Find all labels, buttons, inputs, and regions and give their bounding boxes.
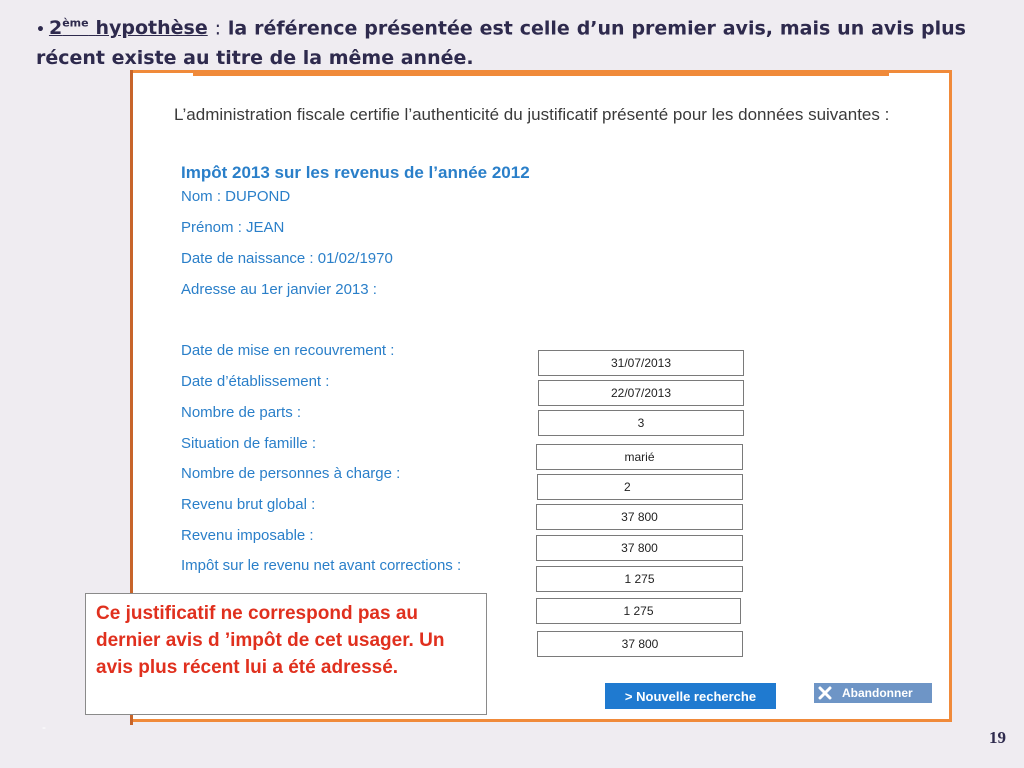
warning-callout: Ce justificatif ne correspond pas au dernier avis d ’impôt de cet usager. Un avis plus récent lui a été adressé. bbox=[85, 593, 487, 715]
label-situation: Situation de famille : bbox=[181, 435, 317, 452]
new-search-button[interactable]: > Nouvelle recherche bbox=[605, 683, 776, 709]
value-parts: 3 bbox=[538, 410, 744, 436]
close-icon bbox=[818, 686, 832, 700]
label-parts: Nombre de parts : bbox=[181, 404, 302, 421]
value-impot-net: 1 275 bbox=[536, 566, 743, 592]
label-adresse: Adresse au 1er janvier 2013 : bbox=[181, 281, 377, 298]
cancel-button[interactable] bbox=[814, 683, 932, 703]
value-situation: marié bbox=[536, 444, 743, 470]
bullet: • bbox=[36, 22, 45, 39]
value-recouvrement: 31/07/2013 bbox=[538, 350, 744, 376]
label-recouvrement: Date de mise en recouvrement : bbox=[181, 342, 395, 359]
heading-text: la référence présentée est celle d’un premier avis, mais un avis plus récent existe au titre de la même année bbox=[36, 17, 966, 70]
frame-top-line bbox=[193, 73, 889, 76]
heading-end: . bbox=[466, 47, 474, 70]
cancel-button-label: Abandonner bbox=[842, 686, 913, 700]
section-title: Impôt 2013 sur les revenus de l’année 2012 bbox=[181, 163, 530, 182]
label-personnes: Nombre de personnes à charge : bbox=[181, 465, 401, 482]
value-reference: 37 800 bbox=[537, 631, 743, 657]
label-impot-net: Impôt sur le revenu net avant corrections : bbox=[181, 557, 462, 574]
ordinal-suffix: ème bbox=[62, 17, 89, 30]
label-prenom: Prénom : JEAN bbox=[181, 219, 285, 236]
value-etablissement: 22/07/2013 bbox=[538, 380, 744, 406]
intro-text: L’administration fiscale certifie l’authenticité du justificatif présenté pour les données suivantes : bbox=[174, 105, 890, 124]
value-montant: 1 275 bbox=[536, 598, 741, 624]
page-number: 19 bbox=[989, 728, 1006, 747]
slide-heading bbox=[36, 10, 966, 72]
heading-separator: : bbox=[214, 17, 221, 40]
value-revenu-brut: 37 800 bbox=[536, 504, 743, 530]
label-naissance: Date de naissance : 01/02/1970 bbox=[181, 250, 393, 267]
label-nom: Nom : DUPOND bbox=[181, 188, 291, 205]
ordinal-number: 2 bbox=[48, 17, 63, 40]
label-revenu-brut: Revenu brut global : bbox=[181, 496, 316, 513]
heading-ordinal bbox=[49, 17, 208, 39]
value-personnes: 2 bbox=[537, 474, 743, 500]
label-revenu-imposable: Revenu imposable : bbox=[181, 527, 314, 544]
ordinal-word: hypothèse bbox=[95, 17, 208, 40]
label-etablissement: Date d’établissement : bbox=[181, 373, 330, 390]
value-revenu-imposable: 37 800 bbox=[536, 535, 743, 561]
footer-mark: - bbox=[42, 720, 46, 734]
